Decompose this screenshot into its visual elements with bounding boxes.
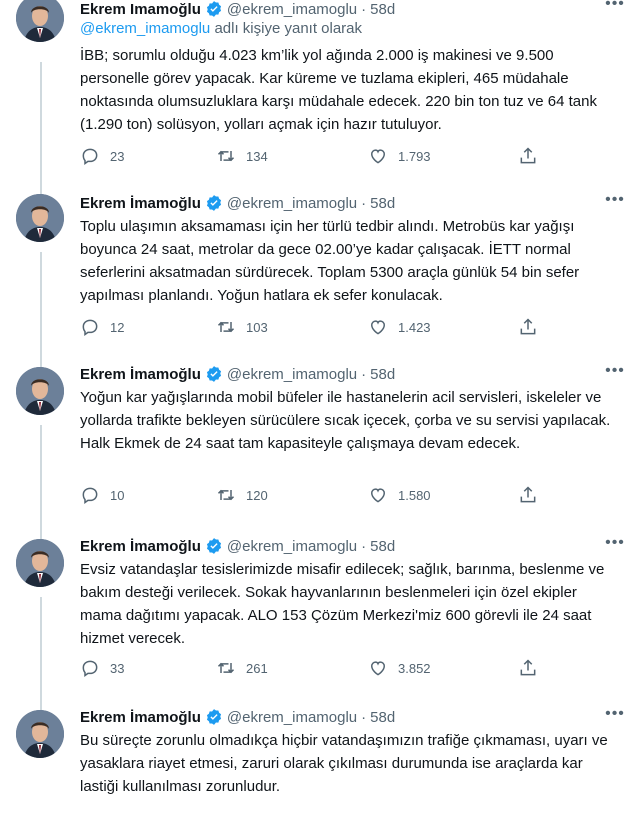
separator-dot: ·	[361, 708, 367, 726]
retweet-icon	[216, 485, 236, 505]
timestamp[interactable]: 58d	[370, 708, 396, 726]
author-name[interactable]: Ekrem İmamoğlu	[80, 708, 201, 726]
retweet-icon	[216, 658, 236, 678]
avatar[interactable]	[16, 539, 64, 587]
author-handle[interactable]: @ekrem_imamoglu	[226, 0, 358, 18]
like-count: 3.852	[398, 660, 431, 676]
tweet-actions	[80, 658, 560, 680]
author-name[interactable]: Ekrem İmamoğlu	[80, 537, 201, 555]
avatar-image	[16, 0, 64, 42]
share-button[interactable]	[518, 658, 548, 678]
tweet[interactable]	[0, 535, 640, 705]
reply-button[interactable]	[80, 658, 124, 678]
reply-count: 23	[110, 148, 125, 164]
tweet-header	[80, 535, 600, 557]
tweet-text: Evsiz vatandaşlar tesislerimizde misafir edilecek; sağlık, barınma, beslenme ve bakım desteği verilecek. Sokak hayvanlarının beslenmeleri için özel ekipler mama dağıtımı yapacak. ALO 153 Çözüm Merkezi'miz 600 görevli ile 24 saat hizmet verecek.	[80, 561, 605, 647]
timestamp[interactable]: 58d	[370, 0, 396, 18]
like-button[interactable]	[368, 485, 431, 505]
tweet-text: Toplu ulaşımın aksamaması için her türlü tedbir alındı. Metrobüs kar yağışı boyunca 24 saat, metrolar da gece 02.00’ye kadar çalışacak. İETT normal seferlerini aksatmadan sürdürecek. Toplam 5300 araçla günlük 54 bin sefer yapılması planlandı. Yoğun hatlara ek sefer konulacak.	[80, 218, 580, 304]
verified-badge-icon	[205, 0, 223, 18]
reply-mention-link[interactable]: @ekrem_imamoglu	[80, 20, 211, 37]
author-handle[interactable]: @ekrem_imamoglu	[226, 365, 358, 383]
retweet-count: 103	[246, 319, 268, 335]
tweet-header	[80, 363, 600, 385]
timestamp[interactable]: 58d	[370, 194, 396, 212]
tweet-text: Yoğun kar yağışlarında mobil büfeler ile hastanelerin acil servisleri, iskeleler ve yollarda trafikte bekleyen sürücülere sıcak içecek, çorba ve su servisi yapılacak. Halk Ekmek de 24 saat tam kapasiteyle çalışmaya devam edecek.	[80, 389, 611, 452]
thread-line	[40, 252, 42, 372]
like-button[interactable]	[368, 146, 431, 166]
verified-badge-icon	[205, 708, 223, 726]
retweet-button[interactable]	[216, 485, 268, 505]
thread-line	[40, 182, 42, 194]
more-options-icon[interactable]: •••	[605, 362, 625, 379]
tweet-text: Bu süreçte zorunlu olmadıkça hiçbir vatandaşımızın trafiğe çıkmaması, uyarı ve yasaklara riayet etmesi, zaruri olarak çıkılması durumunda ise araçlarda kar lastiği kullanılması zorunludur.	[80, 732, 608, 795]
tweet-header	[80, 0, 600, 20]
retweet-button[interactable]	[216, 146, 268, 166]
tweet[interactable]	[0, 190, 640, 360]
like-button[interactable]	[368, 658, 431, 678]
heart-icon	[368, 658, 388, 678]
thread-line	[40, 425, 42, 535]
retweet-button[interactable]	[216, 658, 268, 678]
more-options-icon[interactable]: •••	[605, 534, 625, 551]
retweet-count: 120	[246, 487, 268, 503]
tweet-actions	[80, 485, 560, 507]
share-button[interactable]	[518, 146, 548, 166]
retweet-icon	[216, 146, 236, 166]
tweet[interactable]	[0, 0, 640, 170]
more-options-icon[interactable]: •••	[605, 191, 625, 208]
retweet-count: 261	[246, 660, 268, 676]
avatar[interactable]	[16, 710, 64, 758]
reply-icon	[80, 658, 100, 678]
author-name[interactable]: Ekrem İmamoğlu	[80, 365, 201, 383]
share-icon	[518, 485, 538, 505]
author-name[interactable]: Ekrem Imamoğlu	[80, 0, 201, 18]
heart-icon	[368, 146, 388, 166]
more-options-icon[interactable]: •••	[605, 0, 625, 12]
reply-context-text: adlı kişiye yanıt olarak	[210, 20, 363, 37]
share-button[interactable]	[518, 485, 548, 505]
timestamp[interactable]: 58d	[370, 365, 396, 383]
tweet-actions	[80, 146, 560, 168]
retweet-count: 134	[246, 148, 268, 164]
share-icon	[518, 146, 538, 166]
verified-badge-icon	[205, 537, 223, 555]
verified-badge-icon	[205, 365, 223, 383]
like-count: 1.580	[398, 487, 431, 503]
separator-dot: ·	[361, 194, 367, 212]
author-name[interactable]: Ekrem İmamoğlu	[80, 194, 201, 212]
separator-dot: ·	[361, 365, 367, 383]
author-handle[interactable]: @ekrem_imamoglu	[226, 194, 358, 212]
share-icon	[518, 658, 538, 678]
heart-icon	[368, 485, 388, 505]
verified-badge-icon	[205, 194, 223, 212]
reply-button[interactable]	[80, 485, 124, 505]
retweet-icon	[216, 317, 236, 337]
avatar-image	[16, 710, 64, 758]
thread-line	[40, 62, 42, 192]
reply-count: 10	[110, 487, 125, 503]
thread-line	[40, 597, 42, 705]
tweet-text: İBB; sorumlu olduğu 4.023 km’lik yol ağında 2.000 iş makinesi ve 9.500 personelle görev yapacak. Kar küreme ve tuzlama ekipleri, 465 müdahale noktasında olumsuzluklara karşı müdahale edecek. 220 bin ton tuz ve 64 tank (1.290 ton) solüsyon, yolları açmak için hazır tutuluyor.	[80, 47, 597, 133]
tweet-header	[80, 706, 600, 728]
reply-button[interactable]	[80, 146, 124, 166]
reply-count: 33	[110, 660, 125, 676]
reply-icon	[80, 146, 100, 166]
thread-line	[40, 527, 42, 539]
avatar-image	[16, 194, 64, 242]
retweet-button[interactable]	[216, 317, 268, 337]
like-button[interactable]	[368, 317, 431, 337]
separator-dot: ·	[361, 537, 367, 555]
share-icon	[518, 317, 538, 337]
like-count: 1.793	[398, 148, 431, 164]
thread-line	[40, 698, 42, 710]
tweet[interactable]	[0, 363, 640, 533]
avatar[interactable]	[16, 194, 64, 242]
share-button[interactable]	[518, 317, 548, 337]
separator-dot: ·	[361, 0, 367, 18]
thread-line	[40, 355, 42, 367]
author-handle[interactable]: @ekrem_imamoglu	[226, 708, 358, 726]
author-handle[interactable]: @ekrem_imamoglu	[226, 537, 358, 555]
avatar-image	[16, 539, 64, 587]
reply-context	[80, 20, 362, 37]
avatar[interactable]	[16, 0, 64, 42]
heart-icon	[368, 317, 388, 337]
reply-icon	[80, 485, 100, 505]
tweet-header	[80, 192, 600, 214]
timestamp[interactable]: 58d	[370, 537, 396, 555]
tweet-actions	[80, 317, 560, 339]
tweet[interactable]	[0, 706, 640, 826]
reply-count: 12	[110, 319, 125, 335]
avatar-image	[16, 367, 64, 415]
avatar[interactable]	[16, 367, 64, 415]
like-count: 1.423	[398, 319, 431, 335]
reply-button[interactable]	[80, 317, 124, 337]
reply-icon	[80, 317, 100, 337]
more-options-icon[interactable]: •••	[605, 705, 625, 722]
